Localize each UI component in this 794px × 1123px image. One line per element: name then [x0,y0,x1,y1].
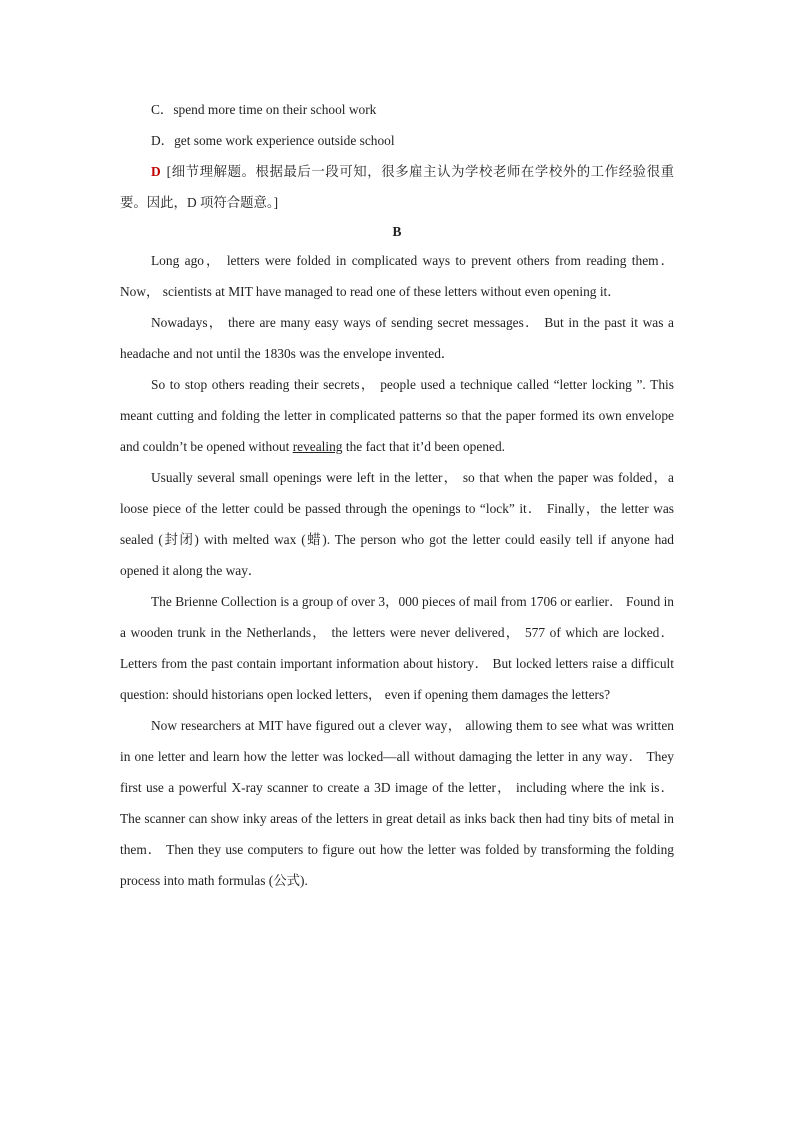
option-text: get some work experience outside school [174,133,395,148]
underlined-word: revealing [292,439,343,454]
paragraph-4: Usually several small openings were left in the letter， so that when the paper was folded，a loose piece of the letter could be passed through the openings to “lock” it． Finally，the letter was sealed (封闭) with melted wax (蜡). The person who got the letter could easily tell if anyone had opened it along the way． [120,470,674,578]
answer-key: D [151,164,161,179]
paragraph-6: Now researchers at MIT have figured out a clever way， allowing them to see what was written in one letter and learn how the letter was locked—all without damaging the letter in any way． They first use a powerful X-ray scanner to create a 3D image of the letter， including where the ink is． The scanner can show inky areas of the letters in great detail as inks back then had tiny bits of metal in them． Then they use computers to figure out how the letter was folded by transforming the folding process into math formulas (公式). [120,718,674,888]
paragraph-3-text-end: the fact that it’d been opened. [342,439,505,454]
option-letter: C． [151,102,174,117]
answer-explanation [120,156,674,218]
paragraph-3-text: So to stop others reading their secrets， people used a technique called “letter locking ”. This meant cutting and folding the letter in complicated patterns so that the paper formed its own envelope and couldn’t be opened without [120,377,674,454]
option-text: spend more time on their school work [173,102,377,117]
option-letter: D． [151,133,175,148]
paragraph-3 [120,369,674,462]
paragraph-1: Long ago， letters were folded in complicated ways to prevent others from reading them． Now， scientists at MIT have managed to read one of these letters without even opening it． [120,253,674,299]
section-heading: B [392,224,402,239]
paragraph-5: The Brienne Collection is a group of over 3，000 pieces of mail from 1706 or earlier． Found in a wooden trunk in the Netherlands， the letters were never delivered， 577 of which are locked． Letters from the past contain important information about history． But locked letters raise a difficult question: should historians open locked letters， even if opening them damages the letters? [120,594,674,702]
option-d [120,125,674,156]
document-page [120,94,674,896]
explanation-text: [细节理解题。根据最后一段可知，很多雇主认为学校老师在学校外的工作经验很重要。因此，D 项符合题意。] [120,164,674,210]
option-c [120,94,674,125]
paragraph-2: Nowadays， there are many easy ways of sending secret messages． But in the past it was a headache and not until the 1830s was the envelope invented． [120,315,674,361]
